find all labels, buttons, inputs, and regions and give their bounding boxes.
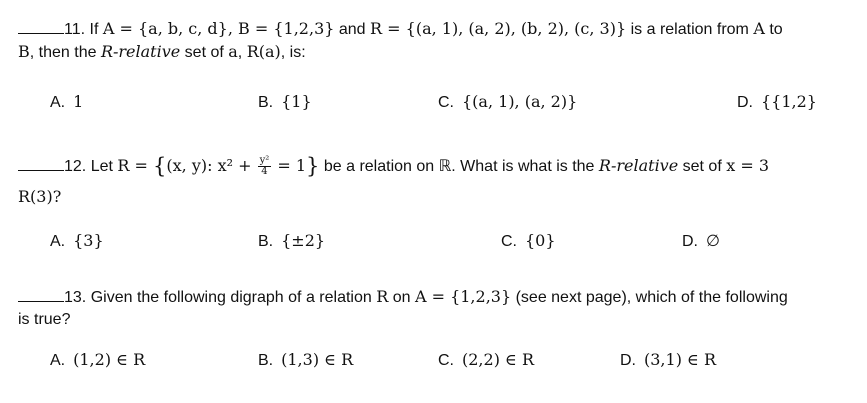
q12-text: be a relation on ℝ. What is what is the [319, 158, 599, 175]
option-value: {±2} [281, 231, 326, 250]
q11-text: and [334, 21, 371, 38]
q13-option-b[interactable] [258, 349, 353, 372]
q11-var: R(a) [246, 42, 281, 61]
q11-text: , [237, 44, 247, 61]
answer-blank-13 [18, 285, 64, 302]
option-value: {(a, 1), (a, 2)} [462, 92, 578, 111]
q13-option-c[interactable] [438, 349, 534, 372]
q12-var: R(3)? [18, 187, 62, 206]
q11-text: is a relation from [626, 21, 754, 38]
option-value: 1 [73, 92, 84, 111]
option-label: C. [438, 94, 454, 111]
option-value: ∅ [706, 231, 720, 250]
q12-stem-line1 [18, 152, 769, 180]
q11-stem-line2 [18, 41, 306, 64]
fraction-numerator: y² [259, 155, 270, 167]
option-value: (2,2) ∈ R [462, 350, 534, 369]
option-label: A. [50, 94, 66, 111]
option-label: D. [682, 233, 698, 250]
option-label: C. [438, 352, 454, 369]
q11-text: set of [180, 44, 229, 61]
q11-var: A [753, 19, 765, 38]
q12-text: Let [90, 158, 118, 175]
fraction-denominator: 4 [261, 166, 268, 178]
q12-option-b[interactable] [258, 230, 325, 253]
q13-text: is true? [18, 311, 71, 328]
option-value: (1,2) ∈ R [73, 350, 146, 369]
option-label: B. [258, 94, 274, 111]
option-label: B. [258, 352, 274, 369]
q12-number: 12. [64, 158, 87, 175]
q12-term: R-relative [598, 156, 679, 175]
q12-set-tail: = 1 [272, 156, 307, 175]
option-value: (1,3) ∈ R [281, 350, 354, 369]
q11-number: 11. [64, 21, 86, 38]
option-label: B. [258, 233, 274, 250]
q13-text: on [388, 289, 415, 306]
q11-text: to [764, 21, 783, 38]
option-label: A. [50, 352, 66, 369]
set-brace-close: } [306, 154, 320, 178]
q12-var: R = [117, 156, 154, 175]
q11-var: B [18, 42, 30, 61]
q11-stem-line1 [18, 17, 783, 41]
q13-text: Given the following digraph of a relation [86, 289, 377, 306]
option-value: {1} [281, 92, 312, 111]
option-label: A. [50, 233, 66, 250]
q11-option-c[interactable] [438, 91, 577, 114]
q11-option-a[interactable] [50, 91, 83, 114]
q11-set-r: R = {(a, 1), (a, 2), (b, 2), (c, 3)} [370, 19, 627, 38]
q13-text: (see next page), which of the following [511, 289, 788, 306]
q13-stem-line1 [18, 285, 788, 309]
option-value: (3,1) ∈ R [644, 350, 716, 369]
option-label: D. [737, 94, 753, 111]
q13-set: A = {1,2,3} [414, 287, 512, 306]
q13-option-a[interactable] [50, 349, 145, 372]
q11-text: , is: [280, 44, 306, 61]
q12-stem-line2 [18, 186, 61, 209]
q11-term: R-relative [100, 42, 181, 61]
option-label: C. [501, 233, 517, 250]
q12-text: set of [678, 158, 727, 175]
option-label: D. [620, 352, 636, 369]
q12-set-body: (x, y): x² + [166, 156, 257, 175]
q13-var: R [376, 287, 389, 306]
q12-option-d[interactable] [682, 230, 720, 253]
q11-set-a: A = {a, b, c, d}, B = {1,2,3} [102, 19, 335, 38]
option-value: {0} [525, 231, 556, 250]
q11-option-d[interactable] [737, 91, 817, 114]
q13-option-d[interactable] [620, 349, 716, 372]
q13-number: 13. [64, 289, 87, 306]
q11-var: a [228, 42, 238, 61]
q11-text: If [89, 21, 103, 38]
set-brace-open: { [153, 154, 167, 178]
q12-var: x = 3 [726, 156, 769, 175]
q12-option-c[interactable] [501, 230, 556, 253]
q13-stem-line2 [18, 309, 70, 331]
answer-blank-11 [18, 17, 64, 34]
q12-fraction [258, 156, 272, 177]
answer-blank-12 [18, 154, 64, 171]
option-value: {3} [73, 231, 104, 250]
q11-option-b[interactable] [258, 91, 312, 114]
option-value: {{1,2} [761, 92, 817, 111]
q12-option-a[interactable] [50, 230, 104, 253]
q11-text: , then the [29, 44, 101, 61]
